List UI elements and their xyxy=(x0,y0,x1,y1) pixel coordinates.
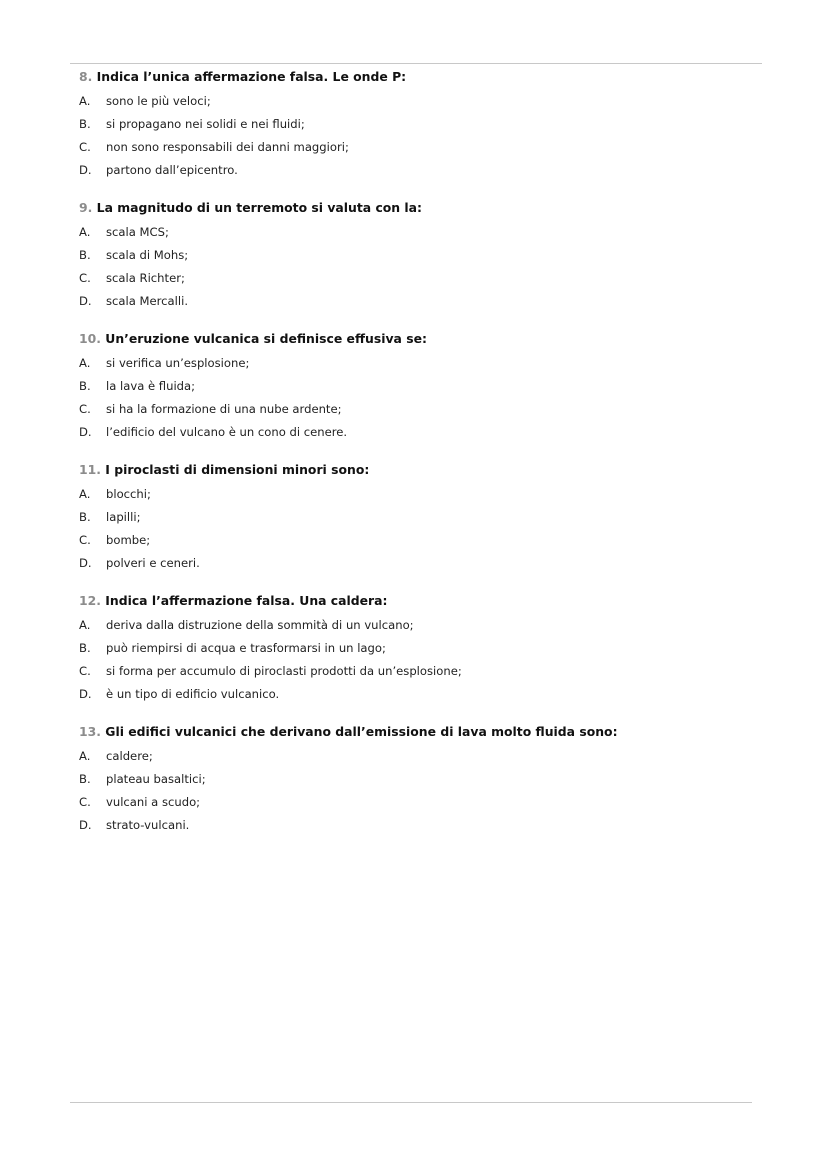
option-text: deriva dalla distruzione della sommità di un vulcano; xyxy=(106,618,414,632)
question-number: 13. xyxy=(79,724,101,739)
answer-option-d xyxy=(79,421,769,444)
question-number: 10. xyxy=(79,331,101,346)
option-text: è un tipo di edificio vulcanico. xyxy=(106,687,280,701)
option-letter: C. xyxy=(79,140,91,154)
option-letter: B. xyxy=(79,641,91,655)
question-8 xyxy=(79,67,769,182)
option-letter: A. xyxy=(79,356,91,370)
option-letter: D. xyxy=(79,294,92,308)
question-13 xyxy=(79,722,769,837)
top-divider xyxy=(70,63,762,64)
option-letter: D. xyxy=(79,556,92,570)
question-heading xyxy=(79,329,769,348)
answer-option-b xyxy=(79,113,769,136)
option-text: scala MCS; xyxy=(106,225,169,239)
question-number: 8. xyxy=(79,69,93,84)
option-text: la lava è fluida; xyxy=(106,379,196,393)
answer-option-a xyxy=(79,221,769,244)
option-letter: D. xyxy=(79,818,92,832)
option-letter: B. xyxy=(79,117,91,131)
answer-option-b xyxy=(79,244,769,267)
answer-option-d xyxy=(79,552,769,575)
answer-option-d xyxy=(79,159,769,182)
question-text: I piroclasti di dimensioni minori sono: xyxy=(105,462,370,477)
answer-option-b xyxy=(79,768,769,791)
option-text: plateau basaltici; xyxy=(106,772,206,786)
option-text: polveri e ceneri. xyxy=(106,556,200,570)
question-9 xyxy=(79,198,769,313)
answer-option-c xyxy=(79,791,769,814)
option-text: si verifica un’esplosione; xyxy=(106,356,250,370)
option-letter: C. xyxy=(79,271,91,285)
option-text: scala di Mohs; xyxy=(106,248,189,262)
option-letter: A. xyxy=(79,618,91,632)
option-letter: C. xyxy=(79,664,91,678)
option-letter: D. xyxy=(79,163,92,177)
question-10 xyxy=(79,329,769,444)
answer-option-b xyxy=(79,375,769,398)
option-text: partono dall’epicentro. xyxy=(106,163,238,177)
answer-option-d xyxy=(79,814,769,837)
option-text: scala Richter; xyxy=(106,271,185,285)
answer-option-c xyxy=(79,398,769,421)
answer-option-a xyxy=(79,614,769,637)
option-letter: C. xyxy=(79,795,91,809)
quiz-content xyxy=(79,67,769,853)
question-heading xyxy=(79,67,769,86)
option-letter: B. xyxy=(79,379,91,393)
answer-option-d xyxy=(79,683,769,706)
option-letter: A. xyxy=(79,225,91,239)
option-letter: C. xyxy=(79,533,91,547)
option-letter: B. xyxy=(79,248,91,262)
question-heading xyxy=(79,460,769,479)
option-text: non sono responsabili dei danni maggiori; xyxy=(106,140,349,154)
answer-option-b xyxy=(79,637,769,660)
question-text: Un’eruzione vulcanica si definisce effusiva se: xyxy=(105,331,427,346)
option-text: si ha la formazione di una nube ardente; xyxy=(106,402,342,416)
question-number: 11. xyxy=(79,462,101,477)
answer-option-d xyxy=(79,290,769,313)
question-heading xyxy=(79,722,769,741)
option-text: si propagano nei solidi e nei fluidi; xyxy=(106,117,305,131)
answer-option-c xyxy=(79,529,769,552)
option-letter: A. xyxy=(79,749,91,763)
option-text: l’edificio del vulcano è un cono di cenere. xyxy=(106,425,348,439)
question-11 xyxy=(79,460,769,575)
option-letter: C. xyxy=(79,402,91,416)
question-text: Indica l’affermazione falsa. Una caldera: xyxy=(105,593,388,608)
option-letter: D. xyxy=(79,687,92,701)
answer-option-c xyxy=(79,267,769,290)
option-letter: A. xyxy=(79,94,91,108)
option-letter: D. xyxy=(79,425,92,439)
answer-option-a xyxy=(79,352,769,375)
answer-option-b xyxy=(79,506,769,529)
option-text: bombe; xyxy=(106,533,151,547)
option-text: scala Mercalli. xyxy=(106,294,189,308)
option-letter: B. xyxy=(79,510,91,524)
answer-option-a xyxy=(79,745,769,768)
option-letter: B. xyxy=(79,772,91,786)
question-heading xyxy=(79,591,769,610)
option-text: strato-vulcani. xyxy=(106,818,190,832)
answer-option-a xyxy=(79,483,769,506)
option-text: vulcani a scudo; xyxy=(106,795,201,809)
answer-option-c xyxy=(79,660,769,683)
question-heading xyxy=(79,198,769,217)
question-number: 9. xyxy=(79,200,93,215)
answer-option-a xyxy=(79,90,769,113)
option-text: blocchi; xyxy=(106,487,151,501)
answer-option-c xyxy=(79,136,769,159)
question-text: Gli edifici vulcanici che derivano dall’emissione di lava molto fluida sono: xyxy=(105,724,618,739)
question-12 xyxy=(79,591,769,706)
option-letter: A. xyxy=(79,487,91,501)
question-text: Indica l’unica affermazione falsa. Le onde P: xyxy=(96,69,407,84)
option-text: lapilli; xyxy=(106,510,141,524)
question-number: 12. xyxy=(79,593,101,608)
question-text: La magnitudo di un terremoto si valuta con la: xyxy=(96,200,422,215)
option-text: caldere; xyxy=(106,749,153,763)
option-text: si forma per accumulo di piroclasti prodotti da un’esplosione; xyxy=(106,664,462,678)
option-text: sono le più veloci; xyxy=(106,94,211,108)
bottom-divider xyxy=(70,1102,752,1103)
option-text: può riempirsi di acqua e trasformarsi in un lago; xyxy=(106,641,386,655)
